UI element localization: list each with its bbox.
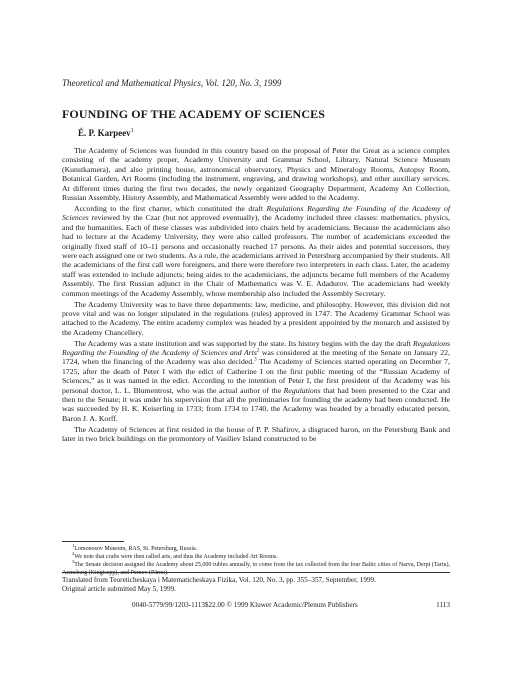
author-footnote-mark: 1	[130, 128, 134, 134]
paragraph-1: The Academy of Sciences was founded in this country based on the proposal of Peter the Great as a science complex consisting of the academy proper, Academy University and Grammar School, Library, Natural Science Museum (Kunstkamera), and also printing house, astronomical observatory, Physics and Mineralogy Rooms, Autopsy Room, Botanical Garden, Art Rooms (including the instrument, engraving, and drawing workshops), and other auxiliary services. At different times during the first two decades, the newly organized Geography Department, Academy Art Collection, Russian Assembly, History Assembly, and Mathematical Assembly were added to the Academy.	[62, 146, 450, 203]
article-title: FOUNDING OF THE ACADEMY OF SCIENCES	[62, 107, 325, 121]
footnote-1-mark: 1	[72, 543, 75, 548]
paragraph-4-text-d: that had been presented to the Czar and then to the Senate; it was under his supervision that all the preliminaries for founding the academy had been conducted. He was succeeded by H. K. Keiserling in 1733; from 1734 to 1740, the Academy was headed by a broadly educated person, Baron J. A. Korff.	[62, 385, 450, 423]
paragraph-4	[62, 339, 450, 424]
paragraph-2-text-b: reviewed by the Czar (but not approved eventually), the Academy included three classes: mathematics, physics, and the humanities. Each of these classes was subdivided into chairs held by academicians. Because the academicians also had to lecture at the Academy University, they were also called professors. The number of academicians exceeded the originally fixed staff of 10–11 persons and occasionally reached 17 persons. As their aides and potential successors, they were each assigned one or two students. As a rule, the academicians arrived in Petersburg accompanied by their students. All the academicians of the first call were foreigners, and there were therefore two interpreters in each class. Later, the academy staff was extended to include adjuncts; being aides to the academicians, the adjuncts became full members of the Academy Assembly. The first Russian adjunct in the Chair of Mathematics was V. E. Adadurov. The academicians had weekly common meetings of the Academy Assembly, whose membership also included the Assembly Secretary.	[62, 213, 450, 298]
page-number: 1113	[436, 601, 450, 609]
article-body	[62, 146, 450, 445]
author-line	[78, 128, 134, 138]
footnote-2-text: We note that crafts were then called arts, and thus the Academy included Art Rooms.	[74, 554, 278, 560]
paragraph-5: The Academy of Sciences at first resided in the house of P. P. Shafirov, a disgraced baron, on the Petersburg Bank and later in two brick buildings on the promontory of Vasiliev Island constructed to be	[62, 424, 450, 444]
paragraph-4-text-c: The Academy of Sciences started operating on December 7, 1725, after the death of Peter I with the edict of Catherine I on the first public meeting of the “Russian Academy of Sciences,” as it was named in the edict. According to the intention of Peter I, the first president of the Academy was his personal doctor, L. L. Blumentrost, who was the actual author of the	[62, 357, 450, 395]
footnote-3-text: The Senate decision assigned the Academy about 25,000 rubles annually, to come from the tax collected from the four Baltic cities of Narva, Derpt (Tartu), Arensburg (Kingisepp), and Pernov (Pärnu).	[62, 562, 450, 576]
translation-source: Translated from Teoreticheskaya i Matematicheskaya Fizika, Vol. 120, No. 3, pp. 355–357, September, 1999.	[62, 576, 376, 584]
footnote-ref-3: 3	[254, 357, 257, 363]
footnote-divider	[62, 541, 124, 542]
regulations-arts-title-italic: Regulations Regarding the Founding of the Academy of Sciences and Arts	[62, 338, 450, 358]
footnote-1-text: Lomonosov Museum, RAS, St. Petersburg, Russia.	[74, 546, 198, 552]
footnote-2	[62, 553, 450, 561]
footnote-ref-2: 2	[256, 348, 260, 354]
paragraph-4-text-b: was considered at the meeting of the Senate on January 22, 1724, when the financing of the Academy was also decided.	[62, 348, 450, 367]
paragraph-2	[62, 204, 450, 298]
footnote-2-mark: 2	[72, 551, 75, 556]
translation-divider	[62, 572, 450, 573]
paragraph-2-text-a: According to the first charter, which constituted the draft	[74, 203, 267, 213]
regulations-italic: Regulations	[283, 385, 321, 395]
publisher-code: 0040-5779/99/1203-1113$22.00 © 1999 Kluwer Academic/Plenum Publishers	[132, 601, 358, 609]
regulations-title-italic: Regulations Regarding the Founding of the Academy of Sciences	[62, 203, 450, 223]
paragraph-4-text-a: The Academy was a state institution and was supported by the state. Its history begins with the day the draft	[74, 338, 413, 348]
footnote-3-mark: 3	[72, 559, 75, 564]
submission-date: Original article submitted May 5, 1999.	[62, 585, 176, 593]
author-name: É. P. Karpeev	[78, 128, 131, 138]
footnote-3	[62, 561, 450, 577]
paragraph-3: The Academy University was to have three departments: law, medicine, and philosophy. However, this division did not prove vital and was no longer stipulated in the regulations (rules) approved in 1747. The Academy Grammar School was attached to the Academy. The entire academy complex was headed by a president appointed by the monarch and assisted by the Academy Chancellery.	[62, 299, 450, 337]
translation-note	[62, 576, 450, 594]
journal-header: Theoretical and Mathematical Physics, Vol. 120, No. 3, 1999	[62, 78, 282, 88]
footnote-1	[62, 545, 450, 553]
